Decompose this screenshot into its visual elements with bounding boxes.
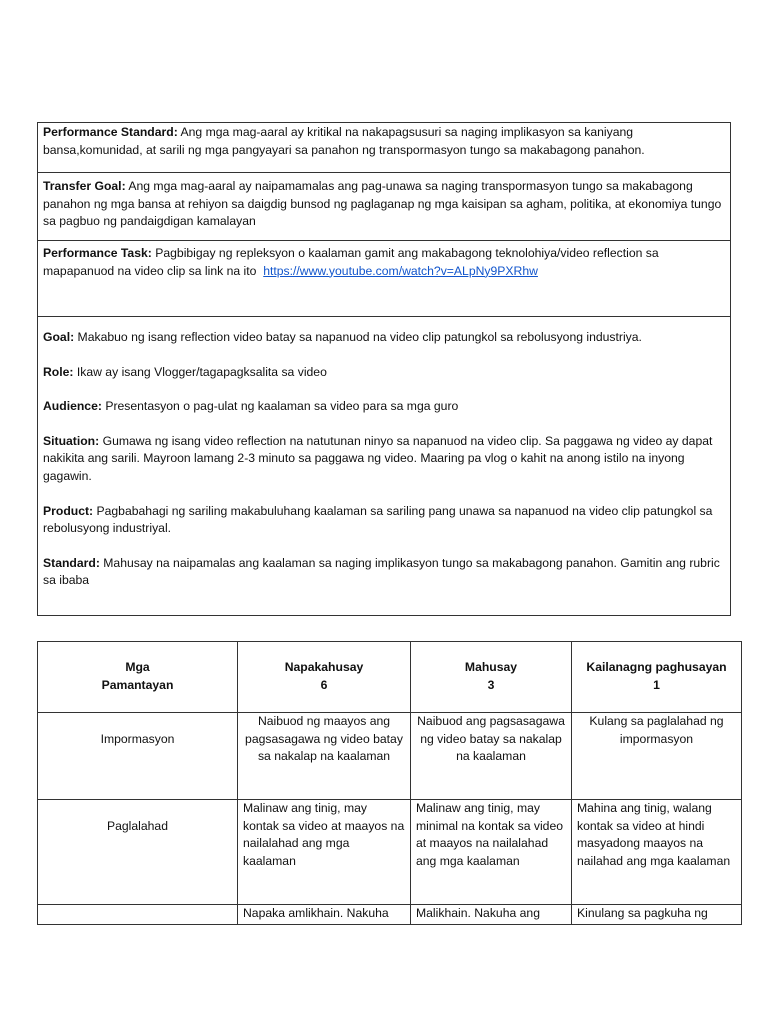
audience-label: Audience: <box>43 399 102 414</box>
performance-standard-row <box>38 123 730 173</box>
rubric-row-impormasyon <box>38 713 742 800</box>
rubric-header-row <box>38 642 742 713</box>
grasps-row <box>38 317 730 615</box>
rubric-cell: Malinaw ang tinig, may minimal na kontak sa video at maayos na nailalahad ang mga kaalaman <box>411 800 572 905</box>
header-line: Napakahusay <box>284 660 364 675</box>
performance-task-label: Performance Task: <box>43 246 152 260</box>
transfer-goal-label: Transfer Goal: <box>43 179 126 193</box>
header-score: 3 <box>487 678 495 692</box>
audience-text: Presentasyon o pag-ulat ng kaalaman sa video para sa mga guro <box>105 399 459 414</box>
rubric-cell: Naibuod ng maayos ang pagsasagawa ng video batay sa nakalap na kaalaman <box>238 713 411 800</box>
rubric-header-mahusay <box>411 642 572 713</box>
transfer-goal-row <box>38 173 730 241</box>
performance-task-text: Pagbibigay ng repleksyon o kaalaman gamit ang makabagong teknolohiya/video reflection sa mapapanuod na video clip sa link na ito <box>43 246 659 278</box>
rubric-cell: Napaka amlikhain. Nakuha <box>238 905 411 925</box>
rubric-header-kailangan <box>572 642 742 713</box>
rubric-cell: Naibuod ang pagsasagawa ng video batay sa nakalap na kaalaman <box>411 713 572 800</box>
standard-text: Mahusay na naipamalas ang kaalaman sa naging implikasyon tungo sa makabagong panahon. Gamitin ang rubric sa ibaba <box>43 555 720 588</box>
header-score: 1 <box>653 678 660 692</box>
performance-standard-text: Ang mga mag-aaral ay kritikal na nakapagsusuri sa naging implikasyon sa kaniyang bansa,komunidad, at sarili ng mga pangyayari sa panahon ng transpormasyon tungo sa makabagong panahon. <box>43 125 645 157</box>
product-label: Product: <box>43 503 94 518</box>
performance-task-row <box>38 241 730 317</box>
criterion-cell: Paglalahad <box>38 800 238 905</box>
task-description-table <box>37 122 731 616</box>
role-text: Ikaw ay isang Vlogger/tagapagksalita sa video <box>76 364 327 379</box>
rubric-header-criteria <box>38 642 238 713</box>
role-label: Role: <box>43 364 74 379</box>
header-line: Mga <box>125 660 150 675</box>
rubric-cell: Mahina ang tinig, walang kontak sa video at hindi masyadong maayos na nailahad ang mga kaalaman <box>572 800 742 905</box>
rubric-row-partial <box>38 905 742 925</box>
rubric-cell: Malikhain. Nakuha ang <box>411 905 572 925</box>
situation-label: Situation: <box>43 433 100 448</box>
criterion-cell: Impormasyon <box>38 713 238 800</box>
rubric-cell: Kulang sa paglalahad ng impormasyon <box>572 713 742 800</box>
situation-text: Gumawa ng isang video reflection na natutunan ninyo sa napanuod na video clip. Sa paggawa ng video ay dapat nakikita ang sarili. Mayroon lamang 2-3 minuto sa paggawa ng video. Maaring pa vlog o kahit na anong istilo na inyong gagawin. <box>43 433 713 483</box>
criterion-cell <box>38 905 238 925</box>
goal-text: Makabuo ng isang reflection video batay sa napanuod na video clip patungkol sa rebolusyong industriya. <box>77 330 642 344</box>
goal-label: Goal: <box>43 330 75 344</box>
header-line: Mahusay <box>464 660 518 675</box>
product-text: Pagbabahagi ng sariling makabuluhang kaalaman sa sariling pang unawa sa napanuod na video clip patungkol sa rebolusyong industriyal. <box>43 503 713 536</box>
standard-label: Standard: <box>43 555 100 570</box>
rubric-table <box>37 641 742 925</box>
rubric-cell: Malinaw ang tinig, may kontak sa video at maayos na nailalahad ang mga kaalaman <box>238 800 411 905</box>
rubric-row-paglalahad <box>38 800 742 905</box>
header-line: Kailanagng paghusayan <box>586 660 727 675</box>
rubric-cell: Kinulang sa pagkuha ng <box>572 905 742 925</box>
rubric-header-napakahusay <box>238 642 411 713</box>
transfer-goal-text: Ang mga mag-aaral ay naipamamalas ang pag-unawa sa naging transpormasyon tungo sa makabagong panahon ng mga bansa at rehiyon sa daigdig bunsod ng paglaganap ng mga kaisipan sa agham, politika, at ekonomiya tungo sa pagbuo ng pandaigdigan kamalayan <box>43 179 722 229</box>
performance-standard-label: Performance Standard: <box>43 125 178 139</box>
header-score: 6 <box>320 678 328 692</box>
header-line: Pamantayan <box>101 678 174 692</box>
video-link[interactable]: https://www.youtube.com/watch?v=ALpNy9PXRhw <box>263 263 538 278</box>
